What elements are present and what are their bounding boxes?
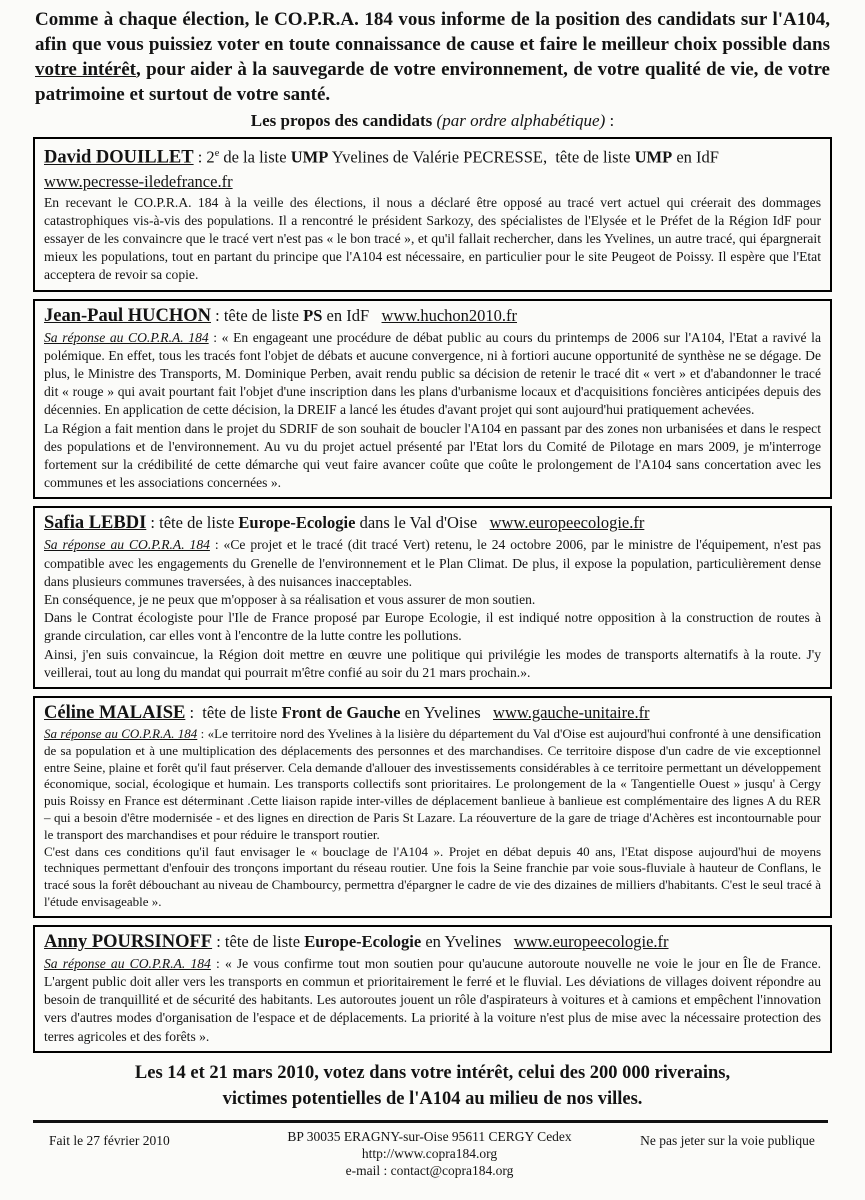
appeal-line-2: victimes potentielles de l'A104 au milieu de nos villes. (222, 1088, 643, 1109)
heading-text: : 2 (193, 147, 215, 167)
candidate-box-malaise (33, 696, 832, 918)
candidate-heading (44, 304, 821, 328)
lead-separator: : (208, 329, 222, 345)
candidate-statement (44, 194, 821, 285)
candidates-subtitle (33, 109, 832, 133)
intro-text-post: , pour aider à la sauvegarde de votre environnement, de votre qualité de vie, de votre patrimoine et surtout de votre santé. (35, 59, 830, 105)
heading-text: en Yvelines (400, 702, 494, 722)
candidate-statement (44, 536, 821, 682)
heading-text: en Yvelines (421, 931, 514, 951)
statement-paragraph: «Le territoire nord des Yvelines à la lisière du département du Val d'Oise est aujourd'hui confronté à une densification de sa population et à une multiplication des déplacements des personnes et des marchandises. Ce territoire dispose d'un cadre de vie exceptionnel entre Seine, plaine et forêt qu'il faut préserver. Cela demande d'allouer des investissements considérables à ce territoire permettant un développement économique, social, écologique et humain. Les transports collectifs sont prioritaires. Le prolongement de la « Tangentielle Ouest » jusqu' à Cergy puis Roissy en France est déterminant .Cette liaison rapide inter-villes de déplacement banlieue à banlieue est complémentaire des lignes A du RER – qui a besoin d'être modernisée - et des lignes en direction de Paris St Lazare. La réouverture de la gare de triage d'Achères est incontournable pour le transport des marchandises et pour réduire le transport routier. (44, 725, 821, 842)
candidate-url: www.huchon2010.fr (381, 305, 518, 325)
heading-text: dans le Val d'Oise (355, 513, 490, 533)
statement-paragraph: « Je vous confirme tout mon soutien pour qu'aucune autoroute nouvelle ne voie le jour en Île de France. L'argent public doit aller vers les transports en commun et prioritairement le ferré et le fluvial. Les déviations de villages doivent répondre au besoin de tranquillité et de sécurité des habitants. Les autoroutes jouent un rôle d'aspirateurs à voitures et à camions et empêchent l'innovation vers d'autres modes d'organisation de l'espace et de déplacements. La priorité à la voiture n'est plus de mise avec la nécessaire protection des terres agricoles et des forêts ». (44, 955, 821, 1044)
statement-paragraph: C'est dans ces conditions qu'il faut envisager le « bouclage de l'A104 ». Projet en débat depuis 40 ans, l'Etat dispose aujourd'hui de moyens techniques permettant d'enfouir des tronçons important du réseau routier. Une fois la Seine franchie par voie sous-fluviale à hauteur de Conflans, le tracé sous la forêt débouchant au niveau de Chambourcy, permettra d'épargner le cadre de vie des dizaines de milliers d'habitants. C'est le seul tracé à l'étude envisageable ». (44, 843, 821, 909)
intro-paragraph (35, 7, 830, 107)
candidate-box-douillet (33, 137, 832, 292)
candidate-box-lebdi (33, 506, 832, 689)
voting-appeal (33, 1060, 832, 1112)
intro-text-pre: Comme à chaque élection, le CO.P.R.A. 184 vous informe de la position des candidats sur l'A104, afin que vous puissiez voter en toute connaissance de cause et faire le meilleur choix possible dans (35, 9, 830, 55)
subtitle-colon: : (605, 111, 615, 130)
candidate-url: www.gauche-unitaire.fr (493, 702, 650, 722)
heading-text: en IdF (322, 305, 382, 325)
candidate-statement (44, 726, 821, 911)
candidate-name: Jean-Paul HUCHON (44, 305, 212, 326)
candidate-name: David DOUILLET (44, 147, 194, 168)
statement-paragraph: «Ce projet et le tracé (dit tracé Vert) retenu, le 24 octobre 2006, par le ministre de l'équipement, n'est pas compatible avec les engagements du Grenelle de l'environnement et le Plan Climat. De plus, il expose la population, particulièrement dense dans plusieurs communes traversées, à des nuisances inacceptables. (44, 537, 821, 589)
candidate-statement (44, 329, 821, 493)
lead-separator: : (197, 725, 208, 741)
response-lead: Sa réponse au CO.P.R.A. 184 (44, 537, 210, 553)
response-lead: Sa réponse au CO.P.R.A. 184 (44, 725, 198, 741)
footer-website: http://www.copra184.org (361, 1145, 498, 1161)
footer (33, 1123, 832, 1179)
statement-paragraph: « En engageant une procédure de débat public au cours du printemps de 2006 sur l'A104, l'Etat a ravivé la polémique. En effet, tous les tracés font l'objet de débats et aucune convergence, ni à fortiori aucune opportunité de synthèse ne se dégage. De plus, le Ministre des Transports, M. Dominique Perben, avait rendu public sa décision de retenir le tracé dit « vert » et d'abandonner le tracé dit « rouge » qui avait pourtant fait l'objet d'une inscription dans les plans d'urbanisme locaux et d'acquisitions foncières anticipées depuis des décennies. En application de cette décision, la DREIF a lancé les études d'avant projet qui sont aujourd'hui pratiquement achevées. (44, 329, 821, 418)
lead-separator: : (210, 955, 225, 971)
candidate-name: Safia LEBDI (44, 513, 147, 534)
candidate-heading (44, 701, 821, 725)
response-lead: Sa réponse au CO.P.R.A. 184 (44, 955, 211, 971)
heading-text: : tête de liste (212, 931, 305, 951)
lead-separator: : (209, 537, 224, 553)
heading-text: : tête de liste (185, 702, 282, 722)
candidate-name: Anny POURSINOFF (44, 931, 213, 952)
statement-paragraph: Dans le Contrat écologiste pour l'Ile de France proposé par Europe Ecologie, il est indiqué notre opposition à la construction de routes à grande circulation, car elles vont à l'encontre de la lutte contre les pollutions. (44, 610, 821, 644)
heading-text: Yvelines de Valérie PECRESSE, tête de liste (328, 147, 635, 167)
heading-text: : tête de liste (146, 513, 239, 533)
footer-notice: Ne pas jeter sur la voie publique (640, 1132, 815, 1148)
footer-contact-block (234, 1128, 625, 1179)
party-label: PS (303, 305, 323, 325)
candidate-url: www.europeecologie.fr (513, 931, 669, 951)
response-lead: Sa réponse au CO.P.R.A. 184 (44, 329, 209, 345)
statement-paragraph: Ainsi, j'en suis convaincue, la Région doit mettre en œuvre une politique qui privilégie les modes de transports alternatifs à la route. J'y veillerai, tout au long du mandat qui pourrait m'être confié au soir du 21 mars prochain.». (44, 646, 821, 680)
candidate-heading (44, 142, 821, 193)
party-label: Front de Gauche (281, 702, 401, 722)
subtitle-italic: (par ordre alphabétique) (432, 111, 606, 130)
statement-paragraph: En conséquence, je ne peux que m'opposer à sa réalisation et vous assurer de mon soutien. (44, 591, 536, 607)
candidate-url: www.pecresse-iledefrance.fr (44, 171, 233, 191)
footer-email: e-mail : contact@copra184.org (345, 1162, 514, 1178)
heading-text: : tête de liste (211, 305, 304, 325)
candidate-heading (44, 930, 821, 954)
statement-paragraph: En recevant le CO.P.R.A. 184 à la veille des élections, il nous a déclaré être opposé au tracé vert actuel qui créerait des dommages catastrophiques vis-à-vis des populations. Il a rencontré le président Sarkozy, des spécialistes de l'Elysée et le Préfet de la Région IdF pour essayer de les convaincre que le tracé vert n'est pas « le bon tracé », et qu'il fallait rechercher, dans les Yvelines, un autre tracé, qui épargnerait mieux les populations, tout en partant du principe que l'A104 est nécessaire, en particulier pour le site Peugeot de Poissy. Il espère que l'Etat acceptera de revoir sa copie. (44, 194, 821, 283)
footer-date: Fait le 27 février 2010 (49, 1132, 170, 1148)
party-label: UMP (290, 147, 329, 167)
statement-paragraph: La Région a fait mention dans le projet du SDRIF de son souhait de boucler l'A104 en passant par des zones non urbanisées et dans le respect des populations et de l'environnement. Au vu du projet actuel présenté par l'Etat lors du Comité de Pilotage en mars 2009, je m'interroge fortement sur la crédibilité de cette démarche qui veut faire avancer coûte que coûte le prolongement de l'A104 sans concertation avec les communes et les associations concernées ». (44, 420, 821, 491)
candidate-heading (44, 511, 821, 535)
candidate-url: www.europeecologie.fr (489, 513, 645, 533)
heading-text: de la liste (219, 147, 291, 167)
intro-underlined-phrase: votre intérêt (35, 59, 136, 80)
candidate-statement (44, 955, 821, 1046)
heading-superscript: e (214, 148, 220, 159)
subtitle-main: Les propos des candidats (250, 111, 433, 130)
candidate-box-poursinoff (33, 925, 832, 1053)
party-label: Europe-Ecologie (238, 513, 356, 533)
footer-address: BP 30035 ERAGNY-sur-Oise 95611 CERGY Cedex (287, 1128, 572, 1144)
candidate-name: Céline MALAISE (44, 702, 186, 723)
party-label: UMP (634, 147, 673, 167)
party-label: Europe-Ecologie (304, 931, 422, 951)
heading-text: en IdF (672, 147, 724, 167)
candidate-box-huchon (33, 299, 832, 500)
appeal-line-1: Les 14 et 21 mars 2010, votez dans votre intérêt, celui des 200 000 riverains, (134, 1062, 731, 1083)
